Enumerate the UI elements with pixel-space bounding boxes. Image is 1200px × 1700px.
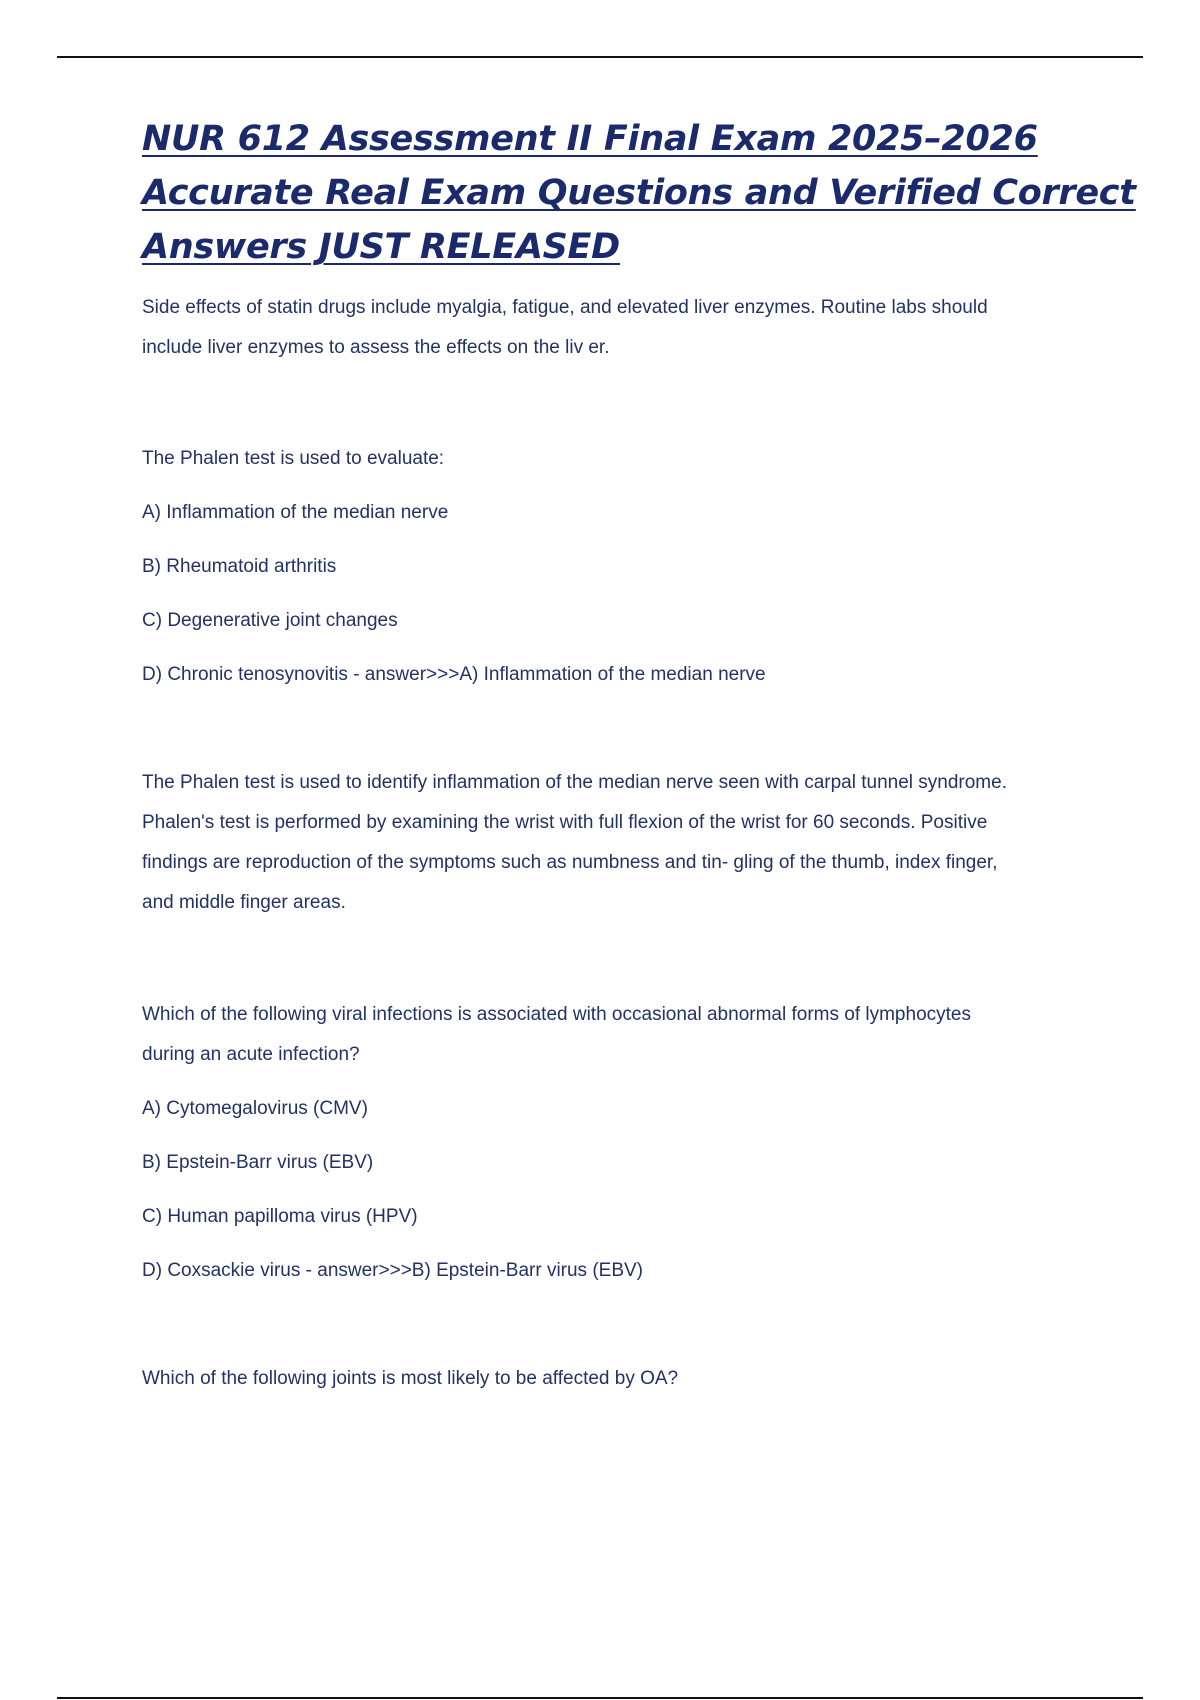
question-2-stem [142,995,1092,1075]
question-3-stem: Which of the following joints is most likely to be affected by OA? [142,1368,679,1389]
intro-line-1: Side effects of statin drugs include myalgia, fatigue, and elevated liver enzymes. Routine labs should [142,297,988,318]
question-2-option-a: A) Cytomegalovirus (CMV) [142,1098,368,1119]
question-2 [142,995,1092,1305]
spacer [142,923,1092,995]
intro-line-2: include liver enzymes to assess the effects on the liv er. [142,337,610,358]
spacer [142,709,1092,763]
spacer [142,1305,1092,1359]
question-2-option-b: B) Epstein-Barr virus (EBV) [142,1152,374,1173]
question-1 [142,439,1092,709]
bottom-rule [57,1697,1143,1699]
top-rule [57,56,1143,58]
explanation-line-1: The Phalen test is used to identify inflammation of the median nerve seen with carpal tunnel syndrome. [142,772,1007,793]
title-line-2 [142,166,1136,220]
spacer [142,368,1092,439]
question-1-explanation [142,763,1092,923]
explanation-line-4: and middle finger areas. [142,892,346,913]
document-title [142,112,1136,274]
title-line-1-text: NUR 612 Assessment II Final Exam 2025–2026 [142,119,1038,159]
question-2-option-d-answer: D) Coxsackie virus - answer>>>B) Epstein-Barr virus (EBV) [142,1260,644,1281]
explanation-line-3: findings are reproduction of the symptoms such as numbness and tin- gling of the thumb, index finger, [142,852,998,873]
title-line-2-text: Accurate Real Exam Questions and Verified Correct [142,173,1136,213]
document-body [142,112,1136,1413]
question-2-option-c: C) Human papilloma virus (HPV) [142,1206,418,1227]
question-1-option-c: C) Degenerative joint changes [142,610,398,631]
explanation-line-2: Phalen's test is performed by examining the wrist with full flexion of the wrist for 60 seconds. Positive [142,812,988,833]
title-line-3 [142,220,1092,274]
question-1-option-a: A) Inflammation of the median nerve [142,502,449,523]
title-line-3-text: Answers JUST RELEASED [142,227,620,267]
title-line-1 [142,112,1092,166]
question-2-stem-line-1: Which of the following viral infections is associated with occasional abnormal forms of lymphocytes [142,1004,971,1025]
question-1-option-b: B) Rheumatoid arthritis [142,556,337,577]
question-1-option-d-answer: D) Chronic tenosynovitis - answer>>>A) Inflammation of the median nerve [142,664,766,685]
question-1-stem: The Phalen test is used to evaluate: [142,448,445,469]
intro-paragraph [142,288,1092,368]
question-3 [142,1359,1092,1399]
question-2-stem-line-2: during an acute infection? [142,1044,360,1065]
